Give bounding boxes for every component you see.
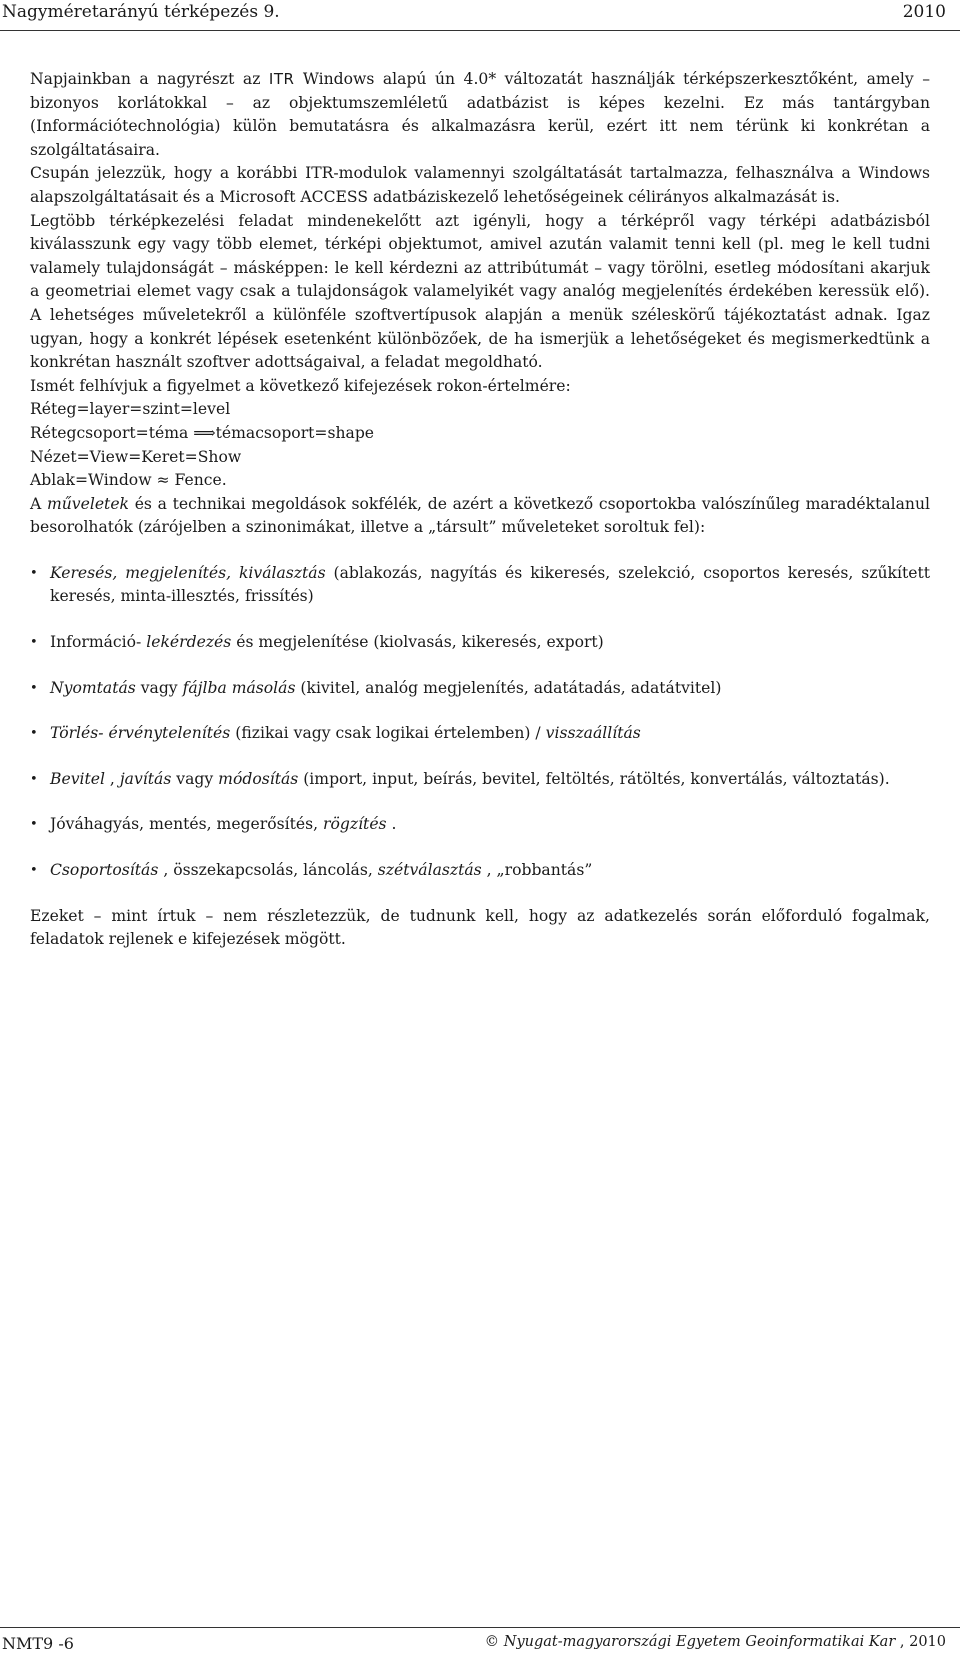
text-run: (import, input, beírás, bevitel, feltöltés, rátöltés, konvertálás, változtatás). [298, 769, 890, 788]
bullet-icon: • [30, 565, 38, 581]
list-item [30, 562, 930, 609]
emphasis: Nyomtatás [50, 678, 136, 697]
text-run: vagy [135, 678, 183, 697]
text-run: (ablakozás, nagyítás és kikeresés, szelekció, csoportos keresés, szűkített keresés, minta-illesztés, frissítés) [50, 563, 930, 606]
list-item [30, 859, 930, 883]
paragraph-map-tasks: Legtöbb térképkezelési feladat mindenekelőtt azt igényli, hogy a térképről vagy térképi adatbázisból kiválasszunk egy vagy több elemet, térképi objektumot, amivel azután valamit tenni kell (pl. meg le kell tudni valamely tulajdonságát – másképpen: le kell kérdezni az attribútumát – vagy törölni, esetleg módosítani akarjuk a geometriai elemet vagy csak a tulajdonságok valamelyikét vagy analóg megjelenítés érdekében keressük elő). A lehetséges műveletekről a különféle szoftvertípusok alapján a menük széleskörű tájékoztatást adnak. Igaz ugyan, hogy a konkrét lépések esetenként különbözőek, de ha ismerjük a lehetőségeket és megismerkedtünk a konkrétan használt szoftver adottságaival, a feladat megoldható. [30, 211, 930, 372]
bullet-icon: • [30, 726, 38, 742]
emphasis: javítás [119, 769, 172, 788]
text-run: (kivitel, analóg megjelenítés, adatátadás, adatátvitel) [295, 678, 722, 697]
footer-institution: Nyugat-magyarországi Egyetem Geoinformatikai Kar [503, 1634, 896, 1650]
footer-year: , 2010 [895, 1634, 946, 1650]
paragraph-operations-intro [30, 493, 930, 540]
emphasis: szétválasztás [377, 861, 482, 880]
operations-list [30, 562, 930, 883]
emphasis: módosítás [218, 769, 299, 788]
footer-divider [0, 1627, 960, 1628]
header-divider [0, 30, 960, 31]
term-layer-group: Rétegcsoport=téma ⟹témacsoport=shape [30, 423, 375, 442]
footer-copyright [485, 1634, 950, 1653]
emphasis: lekérdezés [146, 633, 232, 652]
text-run: Napjainkban a nagyrészt az [30, 70, 269, 88]
emphasis: fájlba másolás [182, 678, 296, 697]
paragraph-intro [30, 68, 930, 162]
list-item [30, 631, 930, 655]
list-item [30, 813, 930, 837]
emphasis: Keresés, megjelenítés, kiválasztás [50, 563, 326, 582]
emphasis: visszaállítás [545, 724, 641, 743]
paragraph-itr-modules: Csupán jelezzük, hogy a korábbi ITR-modulok valamennyi szolgáltatását tartalmazza, felhasználva a Windows alapszolgáltatásait és a Microsoft ACCESS adatbáziskezelő lehetőségeinek célirányos alkalmazását is. [30, 164, 930, 206]
copyright-icon: © [484, 1634, 500, 1650]
text-run: Információ- [50, 633, 147, 652]
list-item [30, 677, 930, 701]
page-header [0, 0, 950, 34]
header-year: 2010 [902, 2, 946, 22]
text-run: (fizikai vagy csak logikai értelemben) / [230, 724, 546, 743]
text-run: és megjelenítése (kiolvasás, kikeresés, export) [231, 633, 604, 652]
footer-page-number: NMT9 -6 [2, 1634, 74, 1653]
list-item [30, 768, 930, 792]
emphasis: rögzítés [323, 815, 387, 834]
page-footer [0, 1634, 950, 1653]
term-window: Ablak=Window ≈ Fence. [30, 471, 227, 490]
list-item [30, 722, 930, 746]
emphasis: Törlés- érvénytelenítés [50, 724, 231, 743]
term-view: Nézet=View=Keret=Show [30, 447, 242, 466]
text-run: Jóváhagyás, mentés, megerősítés, [50, 815, 324, 834]
bullet-icon: • [30, 680, 38, 696]
bullet-icon: • [30, 817, 38, 833]
document-body [30, 68, 930, 952]
text-run: A [30, 494, 47, 513]
text-run: Windows alapú ún 4.0* változatát használják térképszerkesztőként, amely – bizonyos korlátokkal – az objektumszemléletű adatbázist is képes kezelni. Ez más tantárgyban (Információtechnológia) külön bemutatásra és alkalmazásra kerül, ezért itt nem térünk ki konkrétan a szolgáltatásaira. [30, 70, 930, 159]
bullet-icon: • [30, 863, 38, 879]
text-run: , összekapcsolás, láncolás, [158, 861, 378, 880]
header-title: Nagyméretarányú térképezés 9. [2, 2, 280, 22]
emphasis: műveletek [46, 494, 129, 513]
text-run: és a technikai megoldások sokfélék, de azért a következő csoportokba valószínűleg maradéktalanul besorolhatók (zárójelben a szinonimákat, illetve a „társult” műveleteket soroltuk fel): [30, 494, 931, 537]
term-layer: Réteg=layer=szint=level [30, 400, 231, 419]
itr-label: ITR [268, 70, 295, 88]
text-run: , „robbantás” [481, 861, 593, 880]
paragraph-closing: Ezeket – mint írtuk – nem részletezzük, de tudnunk kell, hogy az adatkezelés során előforduló fogalmak, feladatok rejlenek e kifejezések mögött. [30, 906, 930, 949]
bullet-icon: • [30, 771, 38, 787]
paragraph-synonyms-intro: Ismét felhívjuk a figyelmet a következő kifejezések rokon-értelmére: [30, 376, 571, 395]
bullet-icon: • [30, 635, 38, 651]
emphasis: Bevitel [50, 769, 105, 788]
text-run: , [104, 769, 120, 788]
text-run: . [386, 815, 397, 834]
text-run: vagy [171, 769, 219, 788]
emphasis: Csoportosítás [50, 861, 159, 880]
